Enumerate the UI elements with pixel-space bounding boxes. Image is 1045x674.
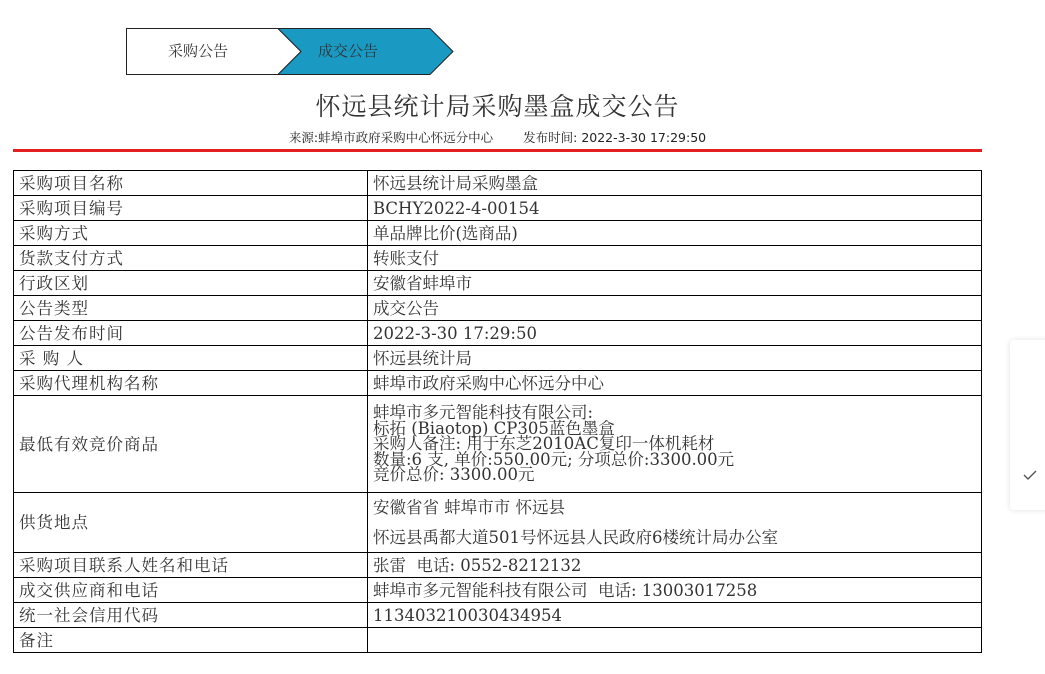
table-row: [14, 296, 982, 321]
table-row: [14, 171, 982, 196]
row-value: 成交公告: [368, 296, 982, 321]
table-row: [14, 628, 982, 653]
row-label: 采购项目联系人姓名和电话: [14, 553, 368, 578]
row-label: 备注: [14, 628, 368, 653]
breadcrumb-item-deal-notice[interactable]: 成交公告: [318, 42, 379, 60]
row-label: 行政区划: [14, 271, 368, 296]
row-value: 张雷 电话: 0552-8212132: [368, 553, 982, 578]
table-row: [14, 553, 982, 578]
delivery-street: 怀远县禹都大道501号怀远县人民政府6楼统计局办公室: [373, 528, 778, 547]
table-row: [14, 578, 982, 603]
row-value: [368, 628, 982, 653]
table-row: [14, 221, 982, 246]
source-label: 来源:: [288, 130, 319, 145]
table-row: [14, 371, 982, 396]
bid-supplier-line: 蚌埠市多元智能科技有限公司:: [373, 403, 594, 423]
row-value: 113403210030434954: [368, 603, 982, 628]
row-label: 供货地点: [14, 493, 368, 553]
publish-time-label: 发布时间:: [523, 130, 578, 145]
delivery-address: [368, 493, 982, 553]
table-row: [14, 246, 982, 271]
notice-meta: [0, 128, 995, 146]
lowest-bid-details: [368, 396, 982, 493]
row-label: 货款支付方式: [14, 246, 368, 271]
row-value: BCHY2022-4-00154: [368, 196, 982, 221]
row-label: 采 购 人: [14, 346, 368, 371]
bid-product-line: 标拓 (Biaotop) CP305蓝色墨盒: [373, 418, 615, 438]
table-row: [14, 346, 982, 371]
row-label: 最低有效竞价商品: [14, 396, 368, 493]
row-value: 怀远县统计局采购墨盒: [368, 171, 982, 196]
table-row-delivery: [14, 493, 982, 553]
row-label: 采购项目编号: [14, 196, 368, 221]
bid-remark-line: 采购人备注: 用于东芝2010AC复印一体机耗材: [373, 434, 715, 454]
row-value: 2022-3-30 17:29:50: [368, 321, 982, 346]
row-label: 公告类型: [14, 296, 368, 321]
bid-quantity-line: 数量:6 支, 单价:550.00元; 分项总价:3300.00元: [373, 449, 735, 469]
source-value: 蚌埠市政府采购中心怀远分中心: [318, 130, 494, 145]
breadcrumb-item-purchase-notice[interactable]: 采购公告: [168, 42, 229, 60]
row-value: 转账支付: [368, 246, 982, 271]
row-value: 蚌埠市政府采购中心怀远分中心: [368, 371, 982, 396]
breadcrumb: [126, 28, 456, 75]
row-label: 采购代理机构名称: [14, 371, 368, 396]
row-label: 成交供应商和电话: [14, 578, 368, 603]
page-title: 怀远县统计局采购墨盒成交公告: [315, 92, 680, 121]
delivery-region: 安徽省省 蚌埠市市 怀远县: [373, 498, 565, 517]
notice-info-table: [13, 170, 982, 653]
floating-side-panel[interactable]: [1010, 340, 1045, 510]
title-divider: [13, 149, 982, 152]
publish-time-value: 2022-3-30 17:29:50: [581, 130, 707, 145]
row-value: 安徽省蚌埠市: [368, 271, 982, 296]
table-row: [14, 321, 982, 346]
row-label: 统一社会信用代码: [14, 603, 368, 628]
row-value: 单品牌比价(选商品): [368, 221, 982, 246]
row-value: 蚌埠市多元智能科技有限公司 电话: 13003017258: [368, 578, 982, 603]
bid-total-line: 竞价总价: 3300.00元: [373, 465, 535, 485]
table-row-lowest-bid: [14, 396, 982, 493]
check-icon[interactable]: [1022, 468, 1038, 482]
table-row: [14, 196, 982, 221]
row-value: 怀远县统计局: [368, 346, 982, 371]
row-label: 采购项目名称: [14, 171, 368, 196]
table-row: [14, 271, 982, 296]
table-row: [14, 603, 982, 628]
row-label: 采购方式: [14, 221, 368, 246]
row-label: 公告发布时间: [14, 321, 368, 346]
